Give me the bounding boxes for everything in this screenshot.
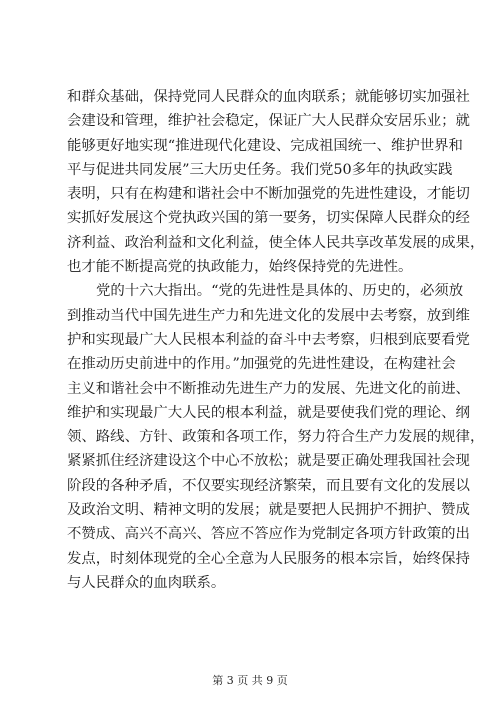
paragraph-start-line: 党的十六大指出。“党的先进性是具体的、历史的，必须放 bbox=[96, 283, 464, 300]
text-line: 和群众基础，保持党同人民群众的血肉联系；就能够切实加强社 bbox=[67, 89, 470, 105]
paragraph-end-line: 也才能不断提高党的执政能力，始终保持党的先进性。 bbox=[67, 259, 413, 276]
text-line: 护和实现最广大人民根本利益的奋斗中去考察，归根到底要看党 bbox=[67, 331, 470, 348]
text-line: 主义和谐社会中不断推动先进生产力的发展、先进文化的前进、 bbox=[67, 380, 470, 397]
text-line: 领、路线、方针、政策和各项工作，努力符合生产力发展的规律， bbox=[67, 429, 485, 446]
page-number-footer: 第 3 页 共 9 页 bbox=[212, 674, 288, 687]
body-text bbox=[67, 85, 485, 595]
text-line: 不赞成、高兴不高兴、答应不答应作为党制定各项方针政策的出 bbox=[67, 526, 470, 543]
text-line: 济利益、政治利益和文化利益，使全体人民共享改革发展的成果， bbox=[67, 234, 485, 251]
text-line: 到推动当代中国先进生产力和先进文化的发展中去考察，放到维 bbox=[67, 307, 470, 324]
paragraph-end-line: 与人民群众的血肉联系。 bbox=[67, 574, 226, 591]
text-line: 能够更好地实现“推进现代化建设、完成祖国统一、维护世界和 bbox=[67, 137, 463, 154]
text-line: 发点，时刻体现党的全心全意为人民服务的根本宗旨，始终保持 bbox=[67, 550, 470, 567]
text-line: 会建设和管理，维护社会稳定，保证广大人民群众安居乐业；就 bbox=[67, 113, 470, 130]
text-line: 平与促进共同发展”三大历史任务。我们党50多年的执政实践 bbox=[67, 161, 453, 178]
text-line: 在推动历史前进中的作用。”加强党的先进性建设，在构建社会 bbox=[67, 356, 456, 373]
text-line: 实抓好发展这个党执政兴国的第一要务，切实保障人民群众的经 bbox=[67, 210, 470, 227]
text-line: 阶段的各种矛盾，不仅要实现经济繁荣，而且要有文化的发展以 bbox=[67, 477, 470, 494]
text-line: 及政治文明、精神文明的发展；就是要把人民拥护不拥护、赞成 bbox=[67, 502, 470, 519]
text-line: 紧紧抓住经济建设这个中心不放松；就是要正确处理我国社会现 bbox=[67, 453, 470, 470]
text-line: 表明，只有在构建和谐社会中不断加强党的先进性建设，才能切 bbox=[67, 186, 470, 203]
text-line: 维护和实现最广大人民的根本利益，就是要使我们党的理论、纲 bbox=[67, 404, 470, 421]
